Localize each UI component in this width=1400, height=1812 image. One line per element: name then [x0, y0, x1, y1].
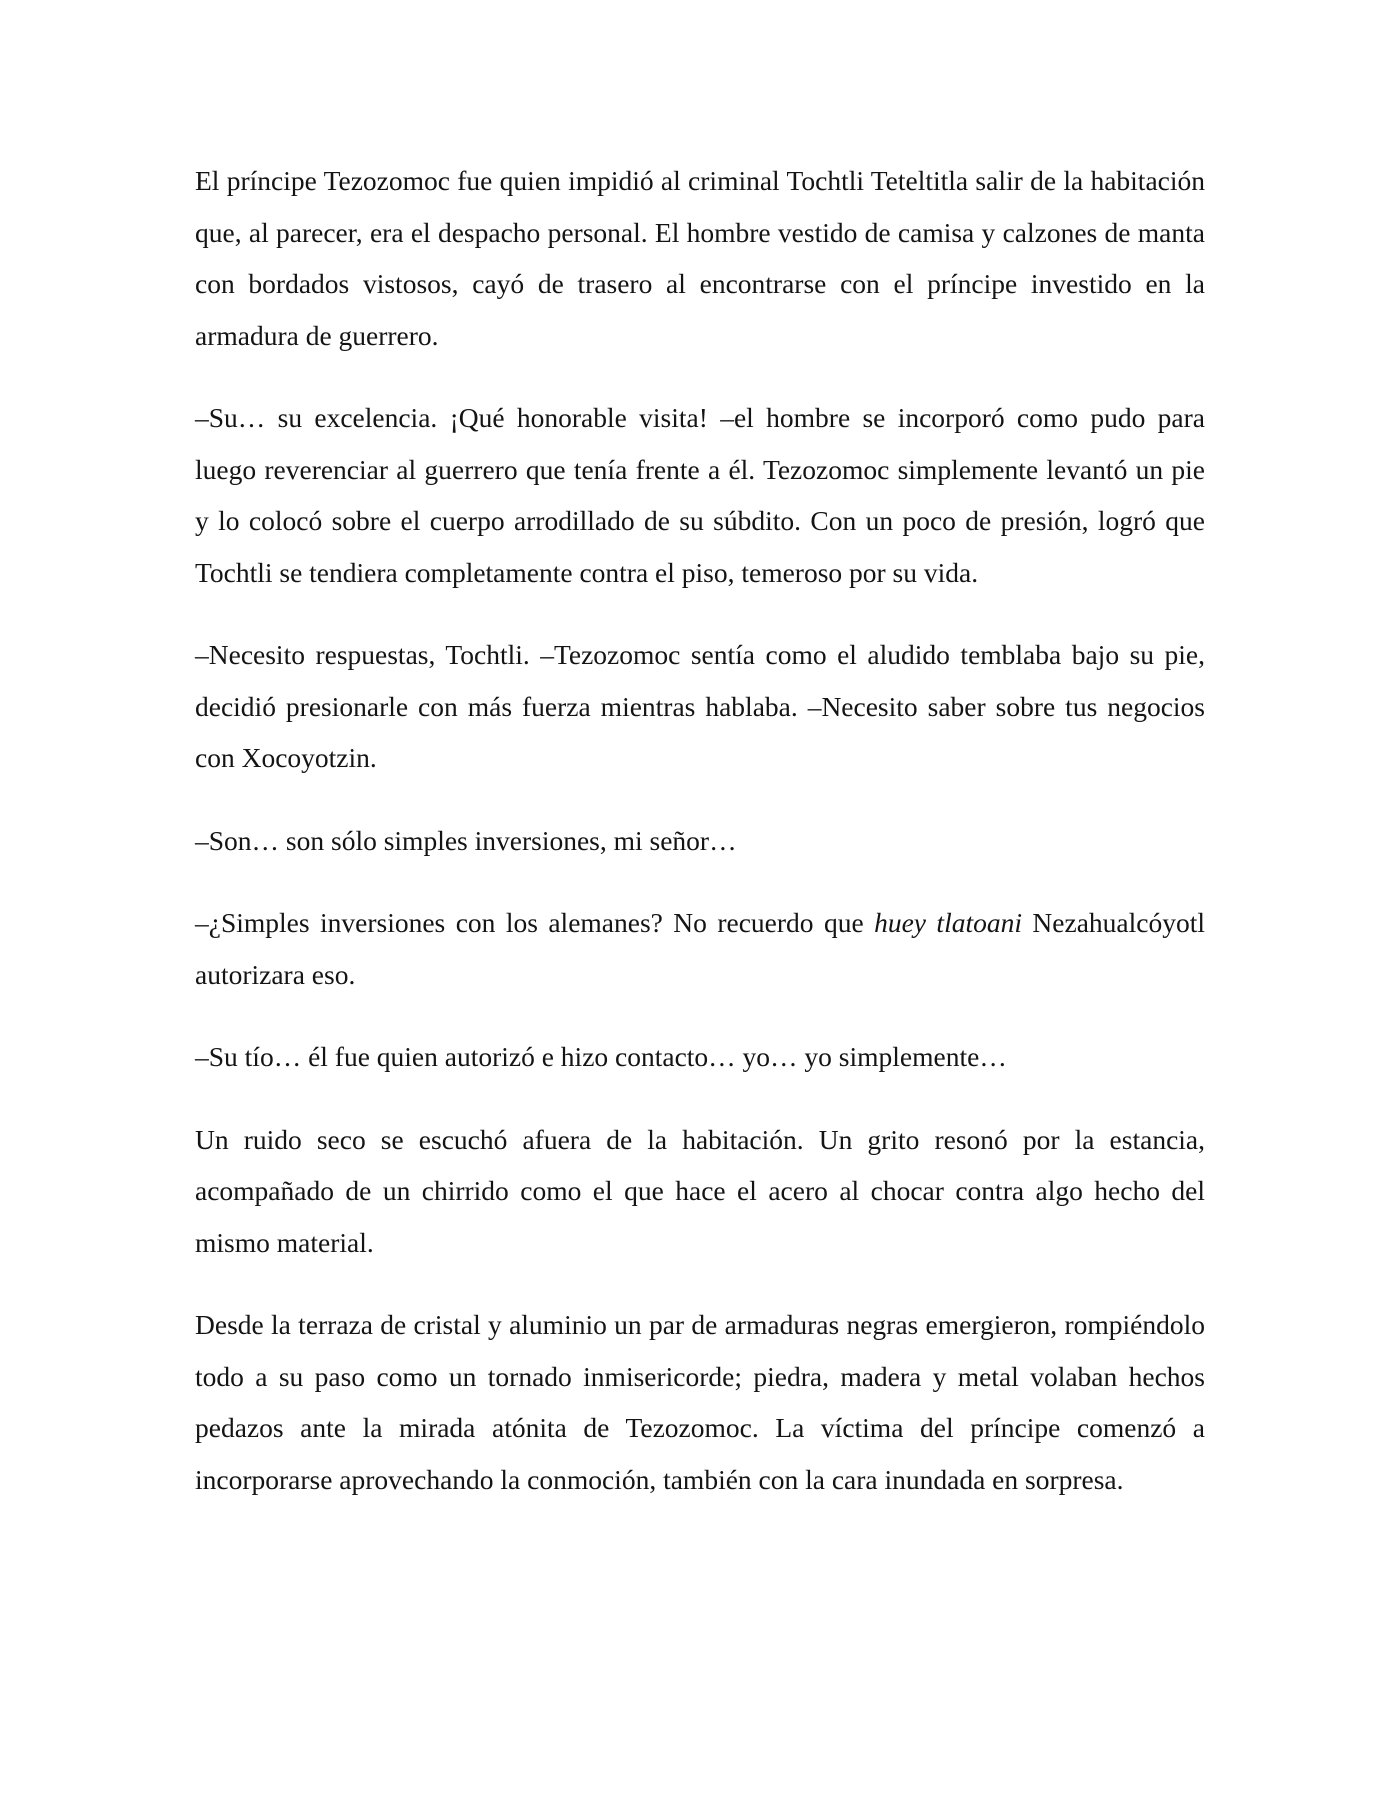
paragraph-5-text-before: –¿Simples inversiones con los alemanes? No recuerdo que	[195, 907, 875, 938]
paragraph-5-text-after: Nezahualcóyotl autorizara eso.	[195, 907, 1205, 990]
paragraph-3: –Necesito respuestas, Tochtli. –Tezozomoc sentía como el aludido temblaba bajo su pie, decidió presionarle con más fuerza mientras hablaba. –Necesito saber sobre tus negocios con Xocoyotzin.	[195, 639, 1205, 773]
document-body	[195, 155, 1205, 1536]
paragraph-6: –Su tío… él fue quien autorizó e hizo contacto… yo… yo simplemente…	[195, 1041, 1007, 1072]
paragraph-8: Desde la terraza de cristal y aluminio un par de armaduras negras emergieron, rompiéndolo todo a su paso como un tornado inmisericorde; piedra, madera y metal volaban hechos pedazos ante la mirada atónita de Tezozomoc. La víctima del príncipe comenzó a incorporarse aprovechando la conmoción, también con la cara inundada en sorpresa.	[195, 1309, 1205, 1495]
paragraph-7: Un ruido seco se escuchó afuera de la habitación. Un grito resonó por la estancia, acompañado de un chirrido como el que hace el acero al chocar contra algo hecho del mismo material.	[195, 1123, 1205, 1258]
paragraph-5-italic-term: huey tlatoani	[874, 907, 1022, 938]
paragraph-2: –Su… su excelencia. ¡Qué honorable visita! –el hombre se incorporó como pudo para luego reverenciar al guerrero que tenía frente a él. Tezozomoc simplemente levantó un pie y lo colocó sobre el cuerpo arrodillado de su súbdito. Con un poco de presión, logró que Tochtli se tendiera completamente contra el piso, temeroso por su vida.	[195, 402, 1205, 588]
paragraph-4: –Son… son sólo simples inversiones, mi señor…	[195, 824, 737, 856]
paragraph-5	[195, 897, 1205, 1000]
paragraph-1: El príncipe Tezozomoc fue quien impidió al criminal Tochtli Teteltitla salir de la habitación que, al parecer, era el despacho personal. El hombre vestido de camisa y calzones de manta con bordados vistosos, cayó de trasero al encontrarse con el príncipe investido en la armadura de guerrero.	[195, 165, 1205, 351]
